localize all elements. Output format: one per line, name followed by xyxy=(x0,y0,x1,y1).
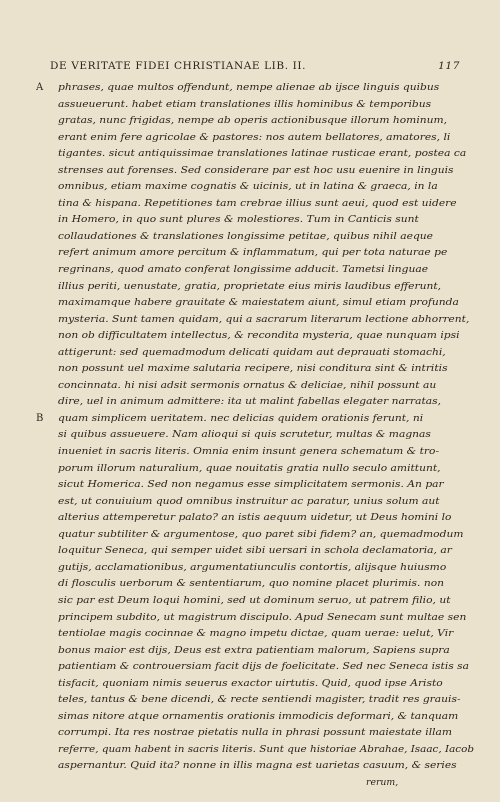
line-text: porum illorum naturalium, quae nouitatis gratia nullo seculo amittunt, xyxy=(58,462,441,474)
line-text: quam simplicem ueritatem. nec delicias quidem orationis ferunt, ni xyxy=(58,412,424,424)
running-title: DE VERITATE FIDEI CHRISTIANAE LIB. II. xyxy=(50,60,307,72)
text-line xyxy=(36,560,476,577)
text-line xyxy=(36,411,476,428)
text-line xyxy=(36,593,476,610)
text-line xyxy=(36,80,476,97)
line-text: collaudationes & translationes longissime petitae, quibus nihil aeque xyxy=(58,230,434,242)
line-text: maximamque habere grauitate & maiestatem aiunt, simul etiam profunda xyxy=(58,297,459,309)
line-text: bonus maior est dijs, Deus est extra patientiam malorum, Sapiens supra xyxy=(58,644,450,656)
text-line xyxy=(36,676,476,693)
text-line xyxy=(36,626,476,643)
text-line xyxy=(36,262,476,279)
text-line xyxy=(36,477,476,494)
line-text: referre, quam habent in sacris literis. Sunt que historiae Abrahae, Isaac, Iacob xyxy=(58,743,475,755)
text-line xyxy=(36,394,476,411)
line-text: dire, uel in animum admittere: ita ut malint fabellas elegater narratas, xyxy=(58,396,442,408)
text-line xyxy=(36,527,476,544)
line-text: phrases, quae multos offendunt, nempe alienae ab ijsce linguis quibus xyxy=(58,82,440,93)
line-text: teles, tantus & bene dicendi, & recte sentiendi magister, tradit res grauis- xyxy=(58,694,461,706)
line-text: alterius attemperetur palato? an istis aequum uidetur, ut Deus homini lo xyxy=(58,512,452,524)
catchword-line xyxy=(36,775,476,792)
text-line xyxy=(36,295,476,312)
text-line xyxy=(36,146,476,163)
text-line xyxy=(36,494,476,511)
line-text: tisfacit, quoniam nimis seuerus exactor uirtutis. Quid, quod ipse Aristo xyxy=(58,677,443,689)
text-line xyxy=(36,312,476,329)
line-text: illius periti, uenustate, gratia, proprietate eius miris laudibus efferunt, xyxy=(58,280,442,292)
text-line xyxy=(36,345,476,362)
text-line xyxy=(36,659,476,676)
margin-section-marker: B xyxy=(36,412,44,424)
line-text: regrinans, quod amato conferat longissime adducit. Tametsi linguae xyxy=(58,264,429,276)
line-text: strenses aut forenses. Sed considerare par est hoc usu euenire in linguis xyxy=(58,164,454,176)
text-line xyxy=(36,245,476,262)
line-text: di flosculis uerborum & sententiarum, quo nomine placet plurimis. non xyxy=(58,578,445,590)
text-line xyxy=(36,576,476,593)
line-text: tentiolae magis cocinnae & magno impetu dictae, quam uerae: uelut, Vir xyxy=(58,628,454,640)
line-text: loquitur Seneca, qui semper uidet sibi uersari in schola declamatoria, ar xyxy=(58,545,452,557)
text-line xyxy=(36,130,476,147)
line-text: erant enim fere agricolae & pastores: nos autem bellatores, amatores, li xyxy=(58,131,451,143)
catchword: rerum, xyxy=(366,776,399,788)
line-text: assueuerunt. habet etiam translationes illis hominibus & temporibus xyxy=(58,98,432,110)
text-line xyxy=(36,378,476,395)
line-text: tigantes. sicut antiquissimae translationes latinae rusticae erant, postea ca xyxy=(58,148,467,160)
text-line xyxy=(36,725,476,742)
text-line xyxy=(36,709,476,726)
line-text: omnibus, etiam maxime cognatis & uicinis, ut in latina & graeca, in la xyxy=(58,181,438,193)
text-line xyxy=(36,610,476,627)
text-line xyxy=(36,461,476,478)
text-line xyxy=(36,113,476,130)
text-line xyxy=(36,758,476,775)
line-text: concinnata. hi nisi adsit sermonis ornatus & deliciae, nihil possunt au xyxy=(58,379,437,391)
line-text: est, ut conuiuium quod omnibus instruitur ac paratur, unius solum aut xyxy=(58,495,440,507)
margin-section-marker: A xyxy=(36,82,44,93)
line-text: corrumpi. Ita res nostrae pietatis nulla in phrasi possunt maiestate illam xyxy=(58,727,453,739)
main-text-block xyxy=(36,80,476,792)
text-line xyxy=(36,179,476,196)
text-line xyxy=(36,163,476,180)
line-text: si quibus assueuere. Nam alioqui si quis scrutetur, multas & magnas xyxy=(58,429,431,441)
running-header xyxy=(50,60,460,76)
line-text: mysteria. Sunt tamen quidam, qui a sacrarum literarum lectione abhorrent, xyxy=(58,313,470,325)
text-line xyxy=(36,692,476,709)
line-text: sic par est Deum loqui homini, sed ut dominum seruo, ut patrem filio, ut xyxy=(58,594,451,606)
text-line xyxy=(36,444,476,461)
line-text: refert animum amore percitum & inflammatum, qui per tota naturae pe xyxy=(58,247,448,259)
text-line xyxy=(36,279,476,296)
line-text: tina & hispana. Repetitiones tam crebrae illius sunt aeui, quod est uidere xyxy=(58,197,457,209)
line-text: gutijs, acclamationibus, argumentatiunculis contortis, alijsque huiusmo xyxy=(58,561,447,573)
line-text: attigerunt: sed quemadmodum delicati quidam aut deprauati stomachi, xyxy=(58,346,446,358)
line-text: simas nitore atque ornamentis orationis immodicis deformari, & tanquam xyxy=(58,710,459,722)
line-text: principem subdito, ut magistrum discipulo. Apud Senecam sunt multae sen xyxy=(58,611,467,623)
line-text: inueniet in sacris literis. Omnia enim insunt genera schematum & tro- xyxy=(58,446,440,458)
text-line xyxy=(36,97,476,114)
line-text: aspernantur. Quid ita? nonne in illis magna est uarietas casuum, & series xyxy=(58,760,457,772)
text-line xyxy=(36,212,476,229)
line-text: gratas, nunc frigidas, nempe ab operis actionibusque illorum hominum, xyxy=(58,115,448,127)
line-text: patientiam & controuersiam facit dijs de foelicitate. Sed nec Seneca istis sa xyxy=(58,661,469,673)
text-line xyxy=(36,427,476,444)
line-text: non ob difficultatem intellectus, & recondita mysteria, quae nunquam ipsi xyxy=(58,330,460,342)
line-text: non possunt uel maxime salutaria recipere, nisi conditura sint & intritis xyxy=(58,363,448,375)
line-text: in Homero, in quo sunt plures & molestiores. Tum in Canticis sunt xyxy=(58,214,419,226)
line-text: quatur subtiliter & argumentose, quo paret sibi fidem? an, quemadmodum xyxy=(58,528,464,540)
text-line xyxy=(36,643,476,660)
page-number: 117 xyxy=(438,60,460,72)
text-line xyxy=(36,742,476,759)
text-line xyxy=(36,328,476,345)
text-line xyxy=(36,361,476,378)
text-line xyxy=(36,510,476,527)
text-line xyxy=(36,196,476,213)
line-text: sicut Homerica. Sed non negamus esse simplicitatem sermonis. An par xyxy=(58,479,444,491)
text-line xyxy=(36,229,476,246)
text-line xyxy=(36,543,476,560)
